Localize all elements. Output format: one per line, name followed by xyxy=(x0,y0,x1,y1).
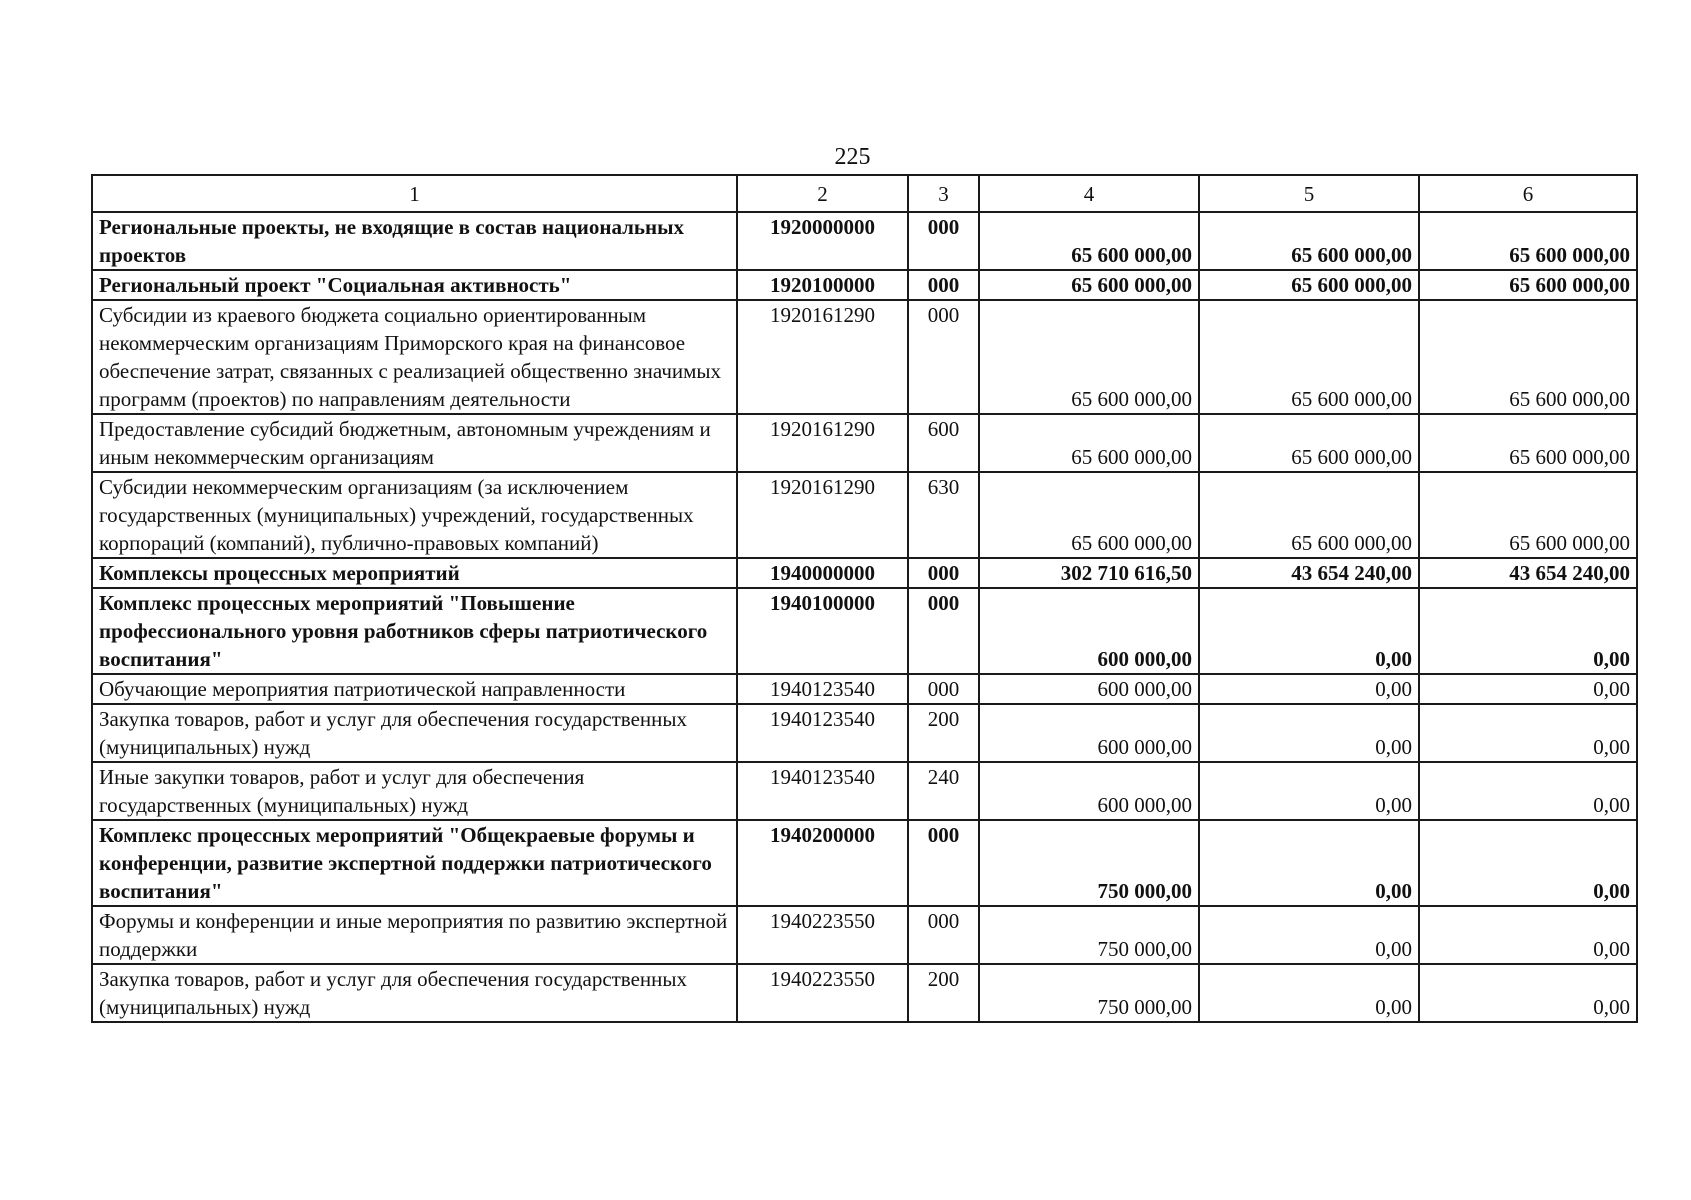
column-header: 2 xyxy=(737,175,908,212)
table-row xyxy=(92,414,1637,472)
amount-col-5: 43 654 240,00 xyxy=(1199,558,1419,588)
item-name: Закупка товаров, работ и услуг для обеспечения государственных (муниципальных) нужд xyxy=(92,964,737,1022)
amount-col-6: 0,00 xyxy=(1419,704,1637,762)
target-article-code: 1920161290 xyxy=(737,414,908,472)
amount-col-4: 65 600 000,00 xyxy=(979,472,1199,558)
expense-type-code: 000 xyxy=(908,674,979,704)
amount-col-4: 65 600 000,00 xyxy=(979,212,1199,270)
amount-col-5: 0,00 xyxy=(1199,674,1419,704)
amount-col-5: 0,00 xyxy=(1199,906,1419,964)
table-row xyxy=(92,588,1637,674)
column-header: 3 xyxy=(908,175,979,212)
amount-col-6: 65 600 000,00 xyxy=(1419,472,1637,558)
table-row xyxy=(92,704,1637,762)
item-name: Субсидии некоммерческим организациям (за исключением государственных (муниципальных) учреждений, государственных корпораций (компаний), публично-правовых компаний) xyxy=(92,472,737,558)
amount-col-5: 65 600 000,00 xyxy=(1199,414,1419,472)
amount-col-6: 65 600 000,00 xyxy=(1419,270,1637,300)
expense-type-code: 000 xyxy=(908,906,979,964)
column-header: 6 xyxy=(1419,175,1637,212)
target-article-code: 1940123540 xyxy=(737,704,908,762)
item-name: Комплекс процессных мероприятий "Общекраевые форумы и конференции, развитие экспертной поддержки патриотического воспитания" xyxy=(92,820,737,906)
amount-col-4: 750 000,00 xyxy=(979,964,1199,1022)
amount-col-5: 65 600 000,00 xyxy=(1199,472,1419,558)
amount-col-6: 65 600 000,00 xyxy=(1419,414,1637,472)
amount-col-6: 43 654 240,00 xyxy=(1419,558,1637,588)
amount-col-4: 600 000,00 xyxy=(979,762,1199,820)
expense-type-code: 000 xyxy=(908,270,979,300)
amount-col-4: 302 710 616,50 xyxy=(979,558,1199,588)
amount-col-5: 65 600 000,00 xyxy=(1199,270,1419,300)
column-number-row xyxy=(92,175,1637,212)
amount-col-6: 65 600 000,00 xyxy=(1419,300,1637,414)
amount-col-6: 0,00 xyxy=(1419,588,1637,674)
item-name: Региональные проекты, не входящие в состав национальных проектов xyxy=(92,212,737,270)
item-name: Иные закупки товаров, работ и услуг для обеспечения государственных (муниципальных) нужд xyxy=(92,762,737,820)
amount-col-6: 0,00 xyxy=(1419,762,1637,820)
item-name: Форумы и конференции и иные мероприятия по развитию экспертной поддержки xyxy=(92,906,737,964)
target-article-code: 1920161290 xyxy=(737,300,908,414)
target-article-code: 1920161290 xyxy=(737,472,908,558)
target-article-code: 1940200000 xyxy=(737,820,908,906)
table-row xyxy=(92,212,1637,270)
amount-col-5: 65 600 000,00 xyxy=(1199,212,1419,270)
table-row xyxy=(92,472,1637,558)
expense-type-code: 240 xyxy=(908,762,979,820)
item-name: Обучающие мероприятия патриотической направленности xyxy=(92,674,737,704)
amount-col-5: 65 600 000,00 xyxy=(1199,300,1419,414)
expense-type-code: 000 xyxy=(908,300,979,414)
amount-col-4: 750 000,00 xyxy=(979,820,1199,906)
amount-col-6: 0,00 xyxy=(1419,820,1637,906)
column-header: 1 xyxy=(92,175,737,212)
table-row xyxy=(92,964,1637,1022)
target-article-code: 1940223550 xyxy=(737,906,908,964)
item-name: Региональный проект "Социальная активность" xyxy=(92,270,737,300)
amount-col-5: 0,00 xyxy=(1199,588,1419,674)
expense-type-code: 200 xyxy=(908,964,979,1022)
target-article-code: 1940123540 xyxy=(737,674,908,704)
table-row xyxy=(92,762,1637,820)
target-article-code: 1940000000 xyxy=(737,558,908,588)
expense-type-code: 000 xyxy=(908,212,979,270)
target-article-code: 1920100000 xyxy=(737,270,908,300)
expense-type-code: 200 xyxy=(908,704,979,762)
expense-type-code: 000 xyxy=(908,558,979,588)
amount-col-4: 600 000,00 xyxy=(979,674,1199,704)
amount-col-4: 750 000,00 xyxy=(979,906,1199,964)
table-row xyxy=(92,270,1637,300)
expense-type-code: 600 xyxy=(908,414,979,472)
amount-col-4: 600 000,00 xyxy=(979,588,1199,674)
item-name: Субсидии из краевого бюджета социально ориентированным некоммерческим организациям Приморского края на финансовое обеспечение затрат, связанных с реализацией общественно значимых программ (проектов) по направлениям деятельности xyxy=(92,300,737,414)
table-row xyxy=(92,820,1637,906)
amount-col-4: 65 600 000,00 xyxy=(979,414,1199,472)
item-name: Закупка товаров, работ и услуг для обеспечения государственных (муниципальных) нужд xyxy=(92,704,737,762)
amount-col-5: 0,00 xyxy=(1199,762,1419,820)
expense-type-code: 000 xyxy=(908,588,979,674)
page-number: 225 xyxy=(834,144,871,170)
column-header: 4 xyxy=(979,175,1199,212)
item-name: Комплексы процессных мероприятий xyxy=(92,558,737,588)
target-article-code: 1940100000 xyxy=(737,588,908,674)
target-article-code: 1940123540 xyxy=(737,762,908,820)
amount-col-4: 65 600 000,00 xyxy=(979,270,1199,300)
target-article-code: 1920000000 xyxy=(737,212,908,270)
expense-type-code: 000 xyxy=(908,820,979,906)
table-row xyxy=(92,906,1637,964)
expense-type-code: 630 xyxy=(908,472,979,558)
amount-col-6: 65 600 000,00 xyxy=(1419,212,1637,270)
table-row xyxy=(92,674,1637,704)
amount-col-4: 600 000,00 xyxy=(979,704,1199,762)
amount-col-5: 0,00 xyxy=(1199,820,1419,906)
item-name: Предоставление субсидий бюджетным, автономным учреждениям и иным некоммерческим организациям xyxy=(92,414,737,472)
amount-col-4: 65 600 000,00 xyxy=(979,300,1199,414)
amount-col-6: 0,00 xyxy=(1419,674,1637,704)
table-row xyxy=(92,300,1637,414)
amount-col-6: 0,00 xyxy=(1419,964,1637,1022)
column-header: 5 xyxy=(1199,175,1419,212)
amount-col-5: 0,00 xyxy=(1199,704,1419,762)
budget-table xyxy=(91,174,1638,1023)
amount-col-5: 0,00 xyxy=(1199,964,1419,1022)
target-article-code: 1940223550 xyxy=(737,964,908,1022)
amount-col-6: 0,00 xyxy=(1419,906,1637,964)
item-name: Комплекс процессных мероприятий "Повышение профессионального уровня работников сферы патриотического воспитания" xyxy=(92,588,737,674)
table-row xyxy=(92,558,1637,588)
